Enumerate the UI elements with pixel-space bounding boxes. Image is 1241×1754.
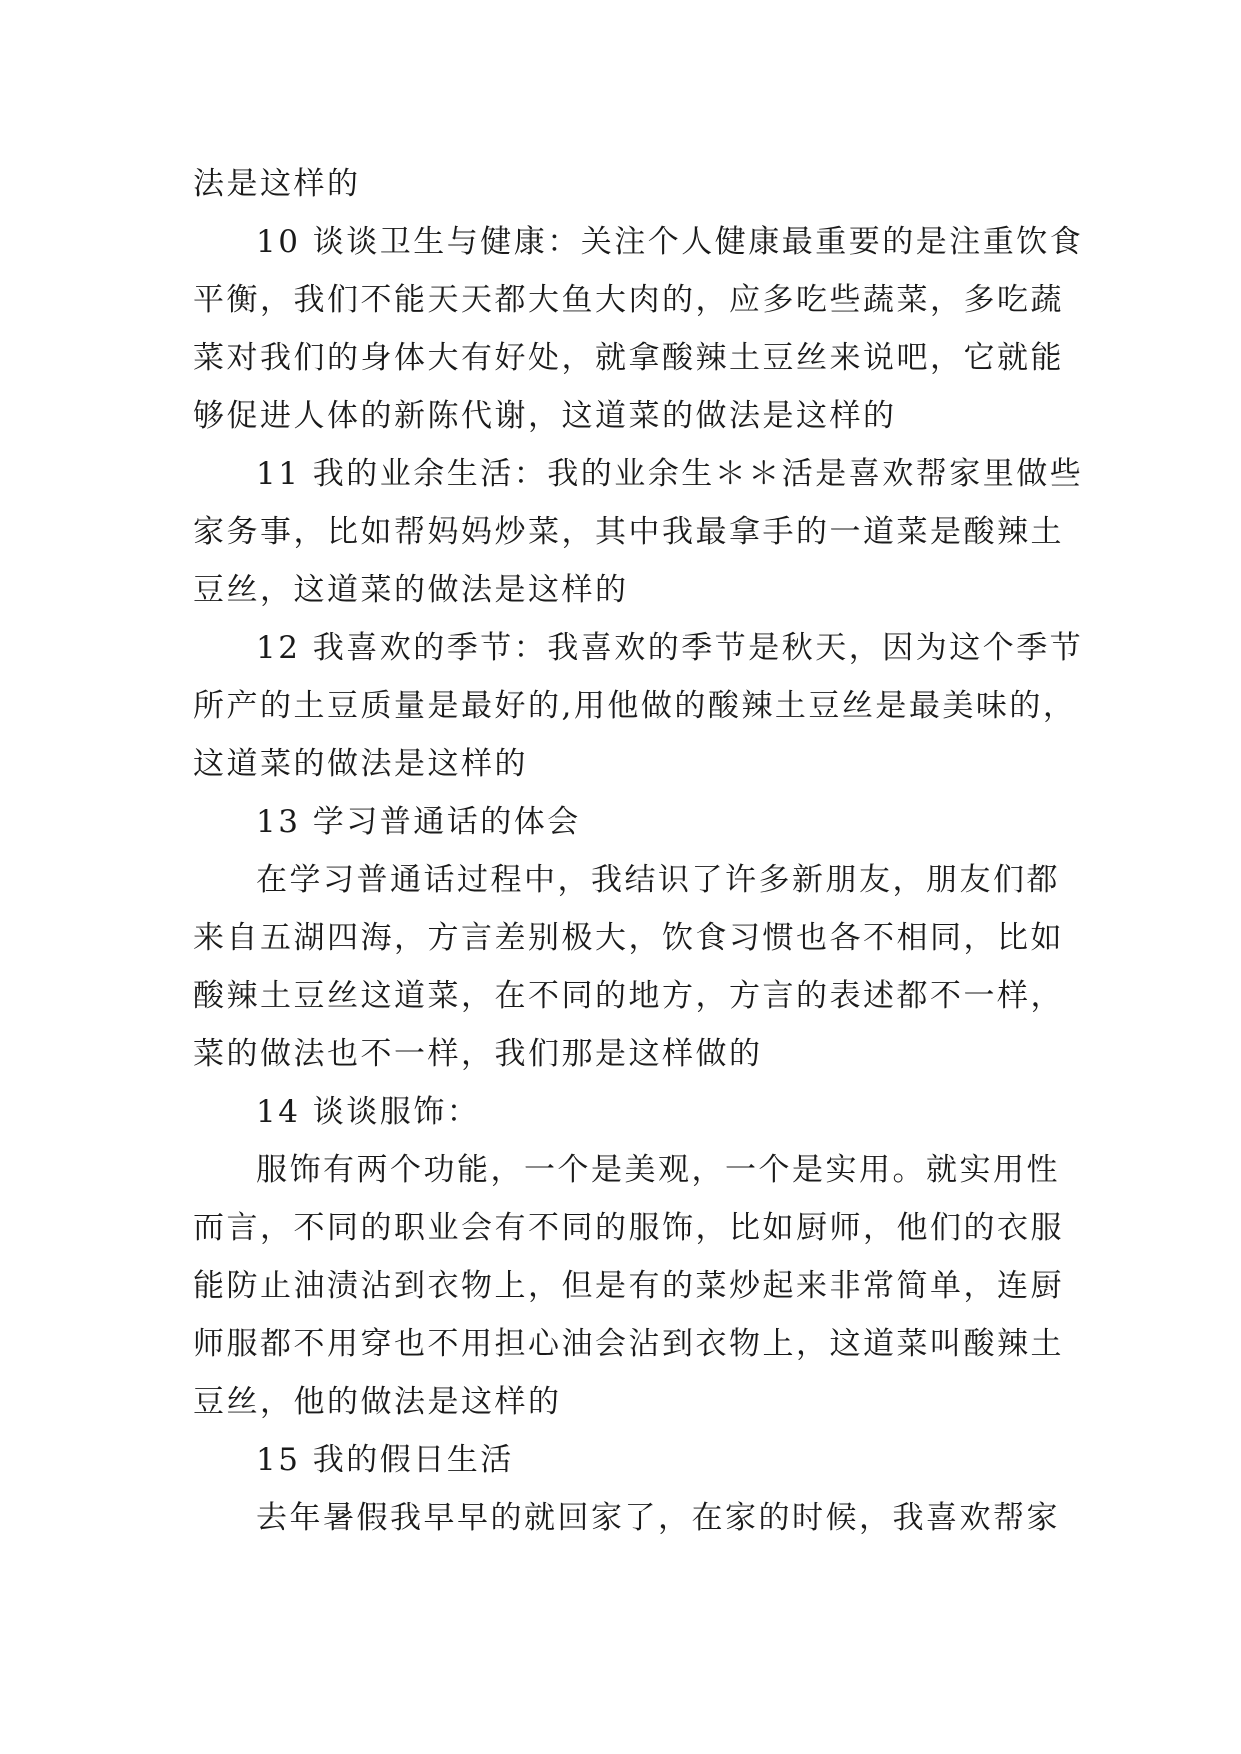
text-line: 13 学习普通话的体会 [256, 804, 581, 840]
text-line: 菜对我们的身体大有好处，就拿酸辣土豆丝来说吧，它就能 [193, 340, 1064, 376]
text-line: 够促进人体的新陈代谢，这道菜的做法是这样的 [193, 398, 897, 434]
text-line: 服饰有两个功能，一个是美观，一个是实用。就实用性 [256, 1152, 1060, 1188]
text-line: 11 我的业余生活：我的业余生＊＊活是喜欢帮家里做些 [256, 456, 1084, 492]
text-line: 酸辣土豆丝这道菜，在不同的地方，方言的表述都不一样， [193, 978, 1064, 1014]
text-line: 在学习普通话过程中，我结识了许多新朋友，朋友们都 [256, 862, 1060, 898]
text-line: 去年暑假我早早的就回家了，在家的时候，我喜欢帮家 [256, 1500, 1060, 1536]
text-line: 而言，不同的职业会有不同的服饰，比如厨师，他们的衣服 [193, 1210, 1064, 1246]
text-line: 豆丝，他的做法是这样的 [193, 1384, 562, 1420]
text-line: 师服都不用穿也不用担心油会沾到衣物上，这道菜叫酸辣土 [193, 1326, 1064, 1362]
text-line: 所产的土豆质量是最好的,用他做的酸辣土豆丝是最美味的， [193, 688, 1077, 724]
text-line: 家务事，比如帮妈妈炒菜，其中我最拿手的一道菜是酸辣土 [193, 514, 1064, 550]
text-line: 菜的做法也不一样，我们那是这样做的 [193, 1036, 763, 1072]
text-line: 这道菜的做法是这样的 [193, 746, 528, 782]
text-line: 10 谈谈卫生与健康：关注个人健康最重要的是注重饮食 [256, 224, 1084, 260]
text-line: 15 我的假日生活 [256, 1442, 514, 1478]
text-line: 豆丝，这道菜的做法是这样的 [193, 572, 629, 608]
text-line: 14 谈谈服饰： [256, 1094, 481, 1130]
text-line: 法是这样的 [193, 166, 361, 202]
text-line: 能防止油渍沾到衣物上，但是有的菜炒起来非常简单，连厨 [193, 1268, 1064, 1304]
text-line: 来自五湖四海，方言差别极大，饮食习惯也各不相同，比如 [193, 920, 1064, 956]
text-line: 12 我喜欢的季节：我喜欢的季节是秋天，因为这个季节 [256, 630, 1084, 666]
text-line: 平衡，我们不能天天都大鱼大肉的，应多吃些蔬菜，多吃蔬 [193, 282, 1064, 318]
